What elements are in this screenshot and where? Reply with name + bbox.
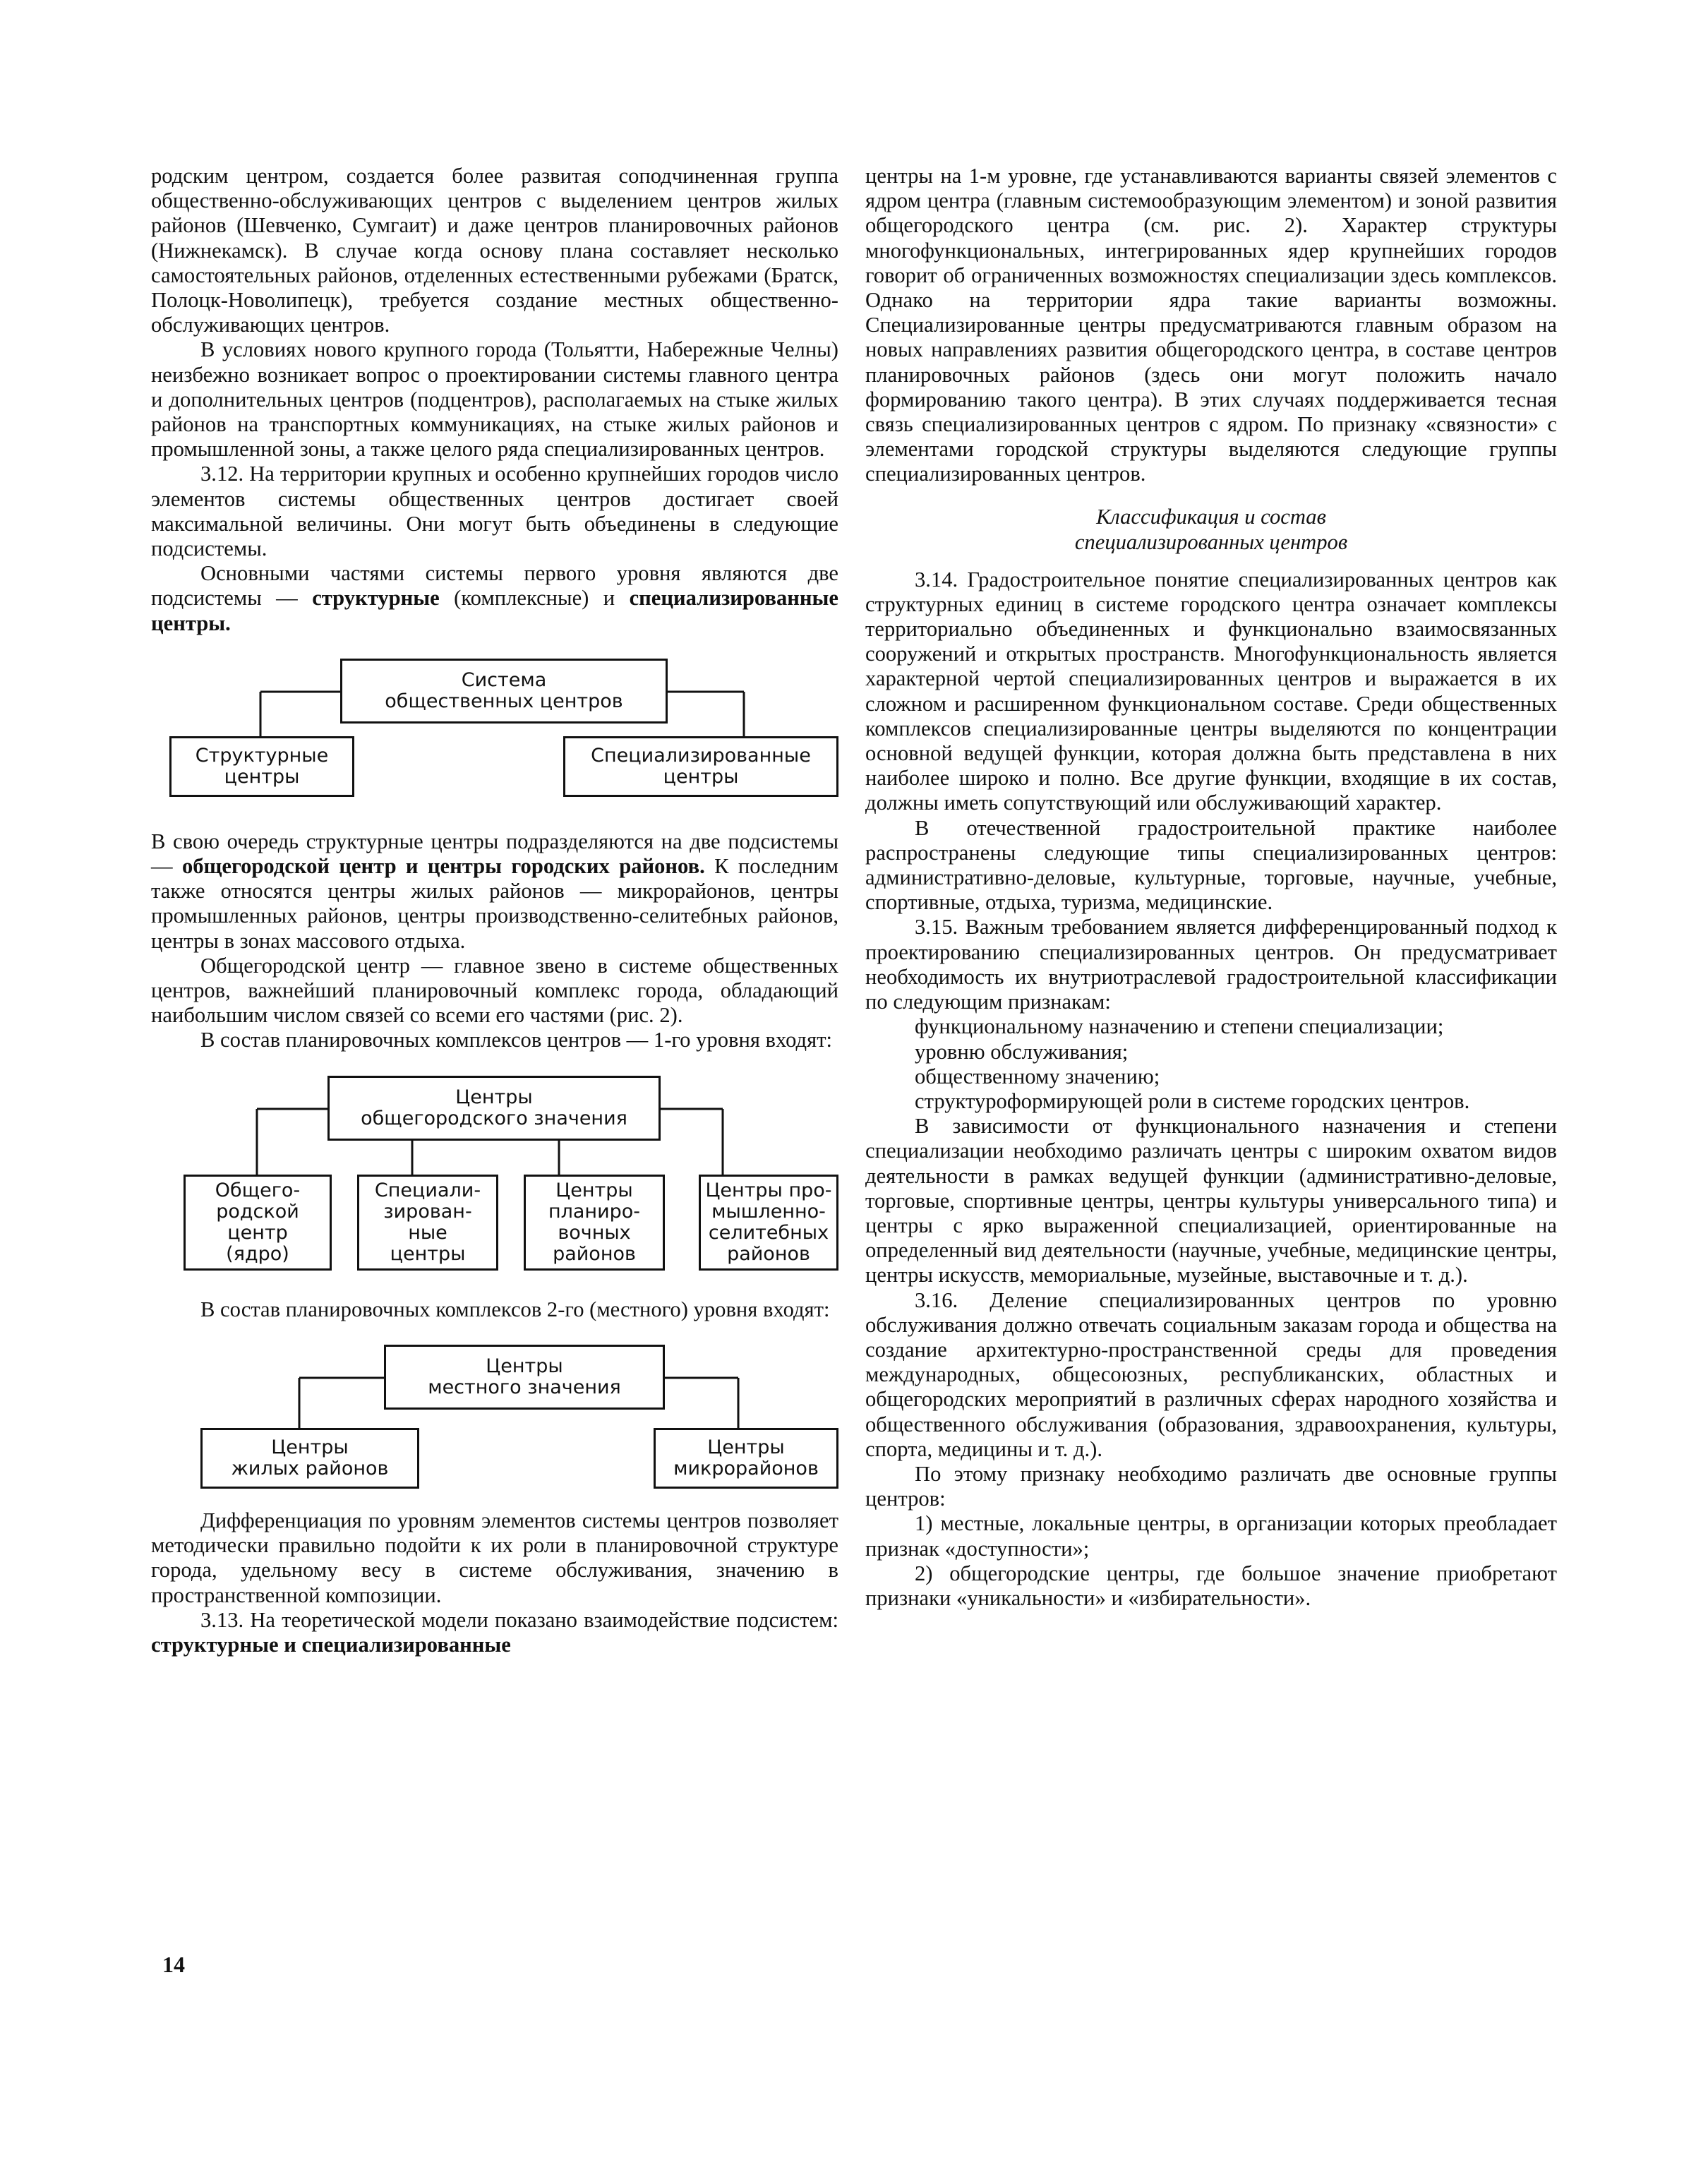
box-label: Центры	[455, 1086, 533, 1108]
heading-line: Классификация и состав	[1096, 504, 1326, 529]
box-label: центры	[663, 765, 739, 788]
paragraph	[151, 561, 838, 636]
paragraph: Общегородской центр — главное звено в системе общественных центров, важнейший планировочный комплекс города, обладающий наибольшим числом связей со всеми его частями (рис. 2).	[151, 953, 838, 1028]
box-label: Структурные	[195, 744, 329, 767]
text-run: К последним также относятся центры жилых районов — микрорайонов, центры промышленных районов, центры производственно-селитебных районов, центры в зонах массового отдыха.	[151, 854, 838, 953]
bold-term: специализированные центры.	[151, 586, 838, 635]
box-label: районов	[727, 1242, 810, 1265]
paragraph: 3.16. Деление специализированных центров по уровню обслуживания должно отвечать социальным заказам города и общества на создание архитектурно-пространственной среды для проведения международных, общесоюзных, республиканских, областных и общегородских мероприятий в различных сферах народного хозяйства и общественного обслуживания (образования, здравоохранения, культуры, спорта, медицины и т. д.).	[865, 1287, 1557, 1461]
paragraph: В условиях нового крупного города (Тольятти, Набережные Челны) неизбежно возникает вопрос о проектировании системы главного центра и дополнительных центров (подцентров), располагаемых на стыке жилых районов на транспортных коммуникациях, на стыке жилых районов и промышленной зоны, а также целого ряда специализированных центров.	[151, 337, 838, 462]
diagram-box-microdistricts	[654, 1428, 838, 1489]
box-label: Центры	[707, 1436, 785, 1458]
diagram-box-structural	[169, 736, 354, 797]
box-label: Центры	[271, 1436, 349, 1458]
box-label: (ядро)	[226, 1242, 289, 1265]
diagram-system-of-centers	[151, 644, 838, 814]
box-label: Система	[461, 668, 547, 691]
box-label: Центры	[486, 1355, 563, 1377]
paragraph: В отечественной градостроительной практике наиболее распространены следующие типы специализированных центров: административно-деловые, культурные, торговые, научные, учебные, спортивные, отдыха, туризма, медицинские.	[865, 815, 1557, 915]
diagram-box-industrial-districts	[699, 1175, 838, 1271]
box-label: районов	[553, 1242, 636, 1265]
diagram-citywide-centers	[151, 1062, 838, 1282]
paragraph: В состав планировочных комплексов 2-го (местного) уровня входят:	[200, 1297, 830, 1321]
box-label: жилых районов	[231, 1457, 389, 1479]
box-label: центр	[227, 1221, 288, 1244]
section-heading	[865, 504, 1557, 555]
paragraph: центры на 1-м уровне, где устанавливаются варианты связей элементов с ядром центра (главным системообразующим элементом) и зоной развития общегородского центра (см. рис. 2). Характер структуры многофункциональных, интегрированных ядер крупнейших городов говорит об ограниченных возможностях специализации здесь комплексов. Однако на территории ядра такие варианты возможны. Специализированные центры предусматриваются главным образом на новых направлениях развития общегородского центра, в составе центров планировочных районов (здесь они могут положить начало формированию такого центра). В этих случаях поддерживается тесная связь специализированных центров с ядром. По признаку «связности» с элементами городской структуры выделяются следующие группы специализированных центров.	[865, 164, 1557, 486]
paragraph: 3.15. Важным требованием является дифференцированный подход к проектированию специализированных центров. Он предусматривает необходимость их внутриотраслевой градостроительной классификации по следующим признакам:	[865, 915, 1557, 1014]
list-item: 1) местные, локальные центры, в организации которых преобладает признак «доступности»;	[865, 1511, 1557, 1561]
paragraph: По этому признаку необходимо различать две основные группы центров:	[865, 1461, 1557, 1511]
text-run: (комплексные) и	[439, 586, 630, 611]
box-label: мышленно-	[711, 1200, 826, 1223]
paragraph: 3.14. Градостроительное понятие специализированных центров как структурных единиц в системе городского центра означает комплексы территориально объединенных и функционально взаимосвязанных сооружений и открытых пространств. Многофункциональность является характерной чертой специализированных центров и выражается в их сложном и расширенном функциональном составе. Среди общественных комплексов специализированные центры выделяются по концентрации основной ведущей функции, которая должна быть представлена в них наиболее широко и полно. Все другие функции, входящие в их состав, должны иметь сопутствующий или обслуживающий характер.	[865, 567, 1557, 815]
list-item: структуроформирующей роли в системе городских центров.	[915, 1088, 1470, 1113]
box-label: ные	[408, 1221, 447, 1244]
list-item: уровню обслуживания;	[915, 1039, 1129, 1064]
left-column	[151, 164, 838, 1657]
box-label: Специали-	[374, 1179, 481, 1201]
bold-term: структурные и специализированные	[151, 1632, 511, 1657]
box-label: местного значения	[428, 1376, 621, 1398]
bold-term: структурные	[312, 586, 440, 611]
paragraph: В зависимости от функционального назначения и степени специализации необходимо различать центры с широким охватом видов деятельности в рамках ведущей функции (административно-деловые, торговые, спортивные центры, центры культуры универсального типа) и центры с ярко выраженной специализацией, ориентированные на определенный вид деятельности (научные, учебные, медицинские центры, центры искусств, мемориальные, музейные, выставочные и т. д.).	[865, 1114, 1557, 1287]
bold-term: общегородской центр и центры городских районов.	[181, 854, 705, 879]
paragraph: В состав планировочных комплексов центров — 1-го уровня входят:	[200, 1028, 833, 1052]
page-number: 14	[162, 1952, 185, 1977]
box-label: Центры про-	[705, 1179, 832, 1201]
diagram-box-citywide	[327, 1076, 661, 1141]
diagram-box-specialized	[563, 736, 838, 797]
box-label: центры	[224, 765, 300, 788]
box-label: микрорайонов	[673, 1457, 819, 1479]
right-column	[865, 164, 1557, 1611]
list-item: функциональному назначению и степени специализации;	[915, 1014, 1444, 1039]
diagram-box-specialized	[357, 1175, 498, 1271]
paragraph: родским центром, создается более развитая соподчиненная группа общественно-обслуживающих центров с выделением центров жилых районов (Шевченко, Сумгаит) и даже центров планировочных районов (Нижнекамск). В случае когда основу плана составляет несколько самостоятельных районов, отделенных естественными рубежами (Братск, Полоцк-Новолипецк), требуется создание местных общественно-обслуживающих центров.	[151, 164, 838, 337]
box-label: общественных центров	[385, 690, 623, 712]
paragraph	[151, 1608, 838, 1657]
diagram-box-core	[184, 1175, 332, 1271]
box-label: вочных	[558, 1221, 631, 1244]
paragraph: Дифференциация по уровням элементов системы центров позволяет методически правильно подойти к их роли в планировочной структуре города, удельному весу в системе обслуживания, значению в пространственной композиции.	[151, 1508, 838, 1607]
diagram-box-planning-districts	[524, 1175, 665, 1271]
paragraph	[151, 829, 838, 954]
text-run: 3.13. На теоретической модели показано взаимодействие подсистем:	[200, 1607, 838, 1632]
diagram-local-centers	[151, 1331, 838, 1493]
box-label: планиро-	[548, 1200, 641, 1223]
box-label: Общего-	[215, 1179, 301, 1201]
diagram-box-residential	[200, 1428, 419, 1489]
box-label: родской	[216, 1200, 299, 1223]
text-run: В свою очередь структурные центры подразделяются на две подсистемы —	[151, 829, 838, 879]
diagram-box-local	[384, 1345, 665, 1410]
box-label: общегородского значения	[361, 1107, 627, 1129]
heading-line: специализированных центров	[1074, 529, 1348, 554]
diagram-box-system	[340, 659, 668, 724]
box-label: центры	[390, 1242, 466, 1265]
list-item: общественному значению;	[915, 1064, 1160, 1088]
box-label: зирован-	[383, 1200, 472, 1223]
box-label: Центры	[555, 1179, 633, 1201]
list-item: 2) общегородские центры, где большое значение приобретают признаки «уникальности» и «избирательности».	[865, 1561, 1557, 1610]
box-label: селитебных	[708, 1221, 829, 1244]
paragraph: 3.12. На территории крупных и особенно крупнейших городов число элементов системы общественных центров достигает своей максимальной величины. Они могут быть объединены в следующие подсистемы.	[151, 462, 838, 561]
text-run: Основными частями системы первого уровня являются две подсистемы —	[151, 561, 838, 611]
box-label: Специализированные	[591, 744, 811, 767]
